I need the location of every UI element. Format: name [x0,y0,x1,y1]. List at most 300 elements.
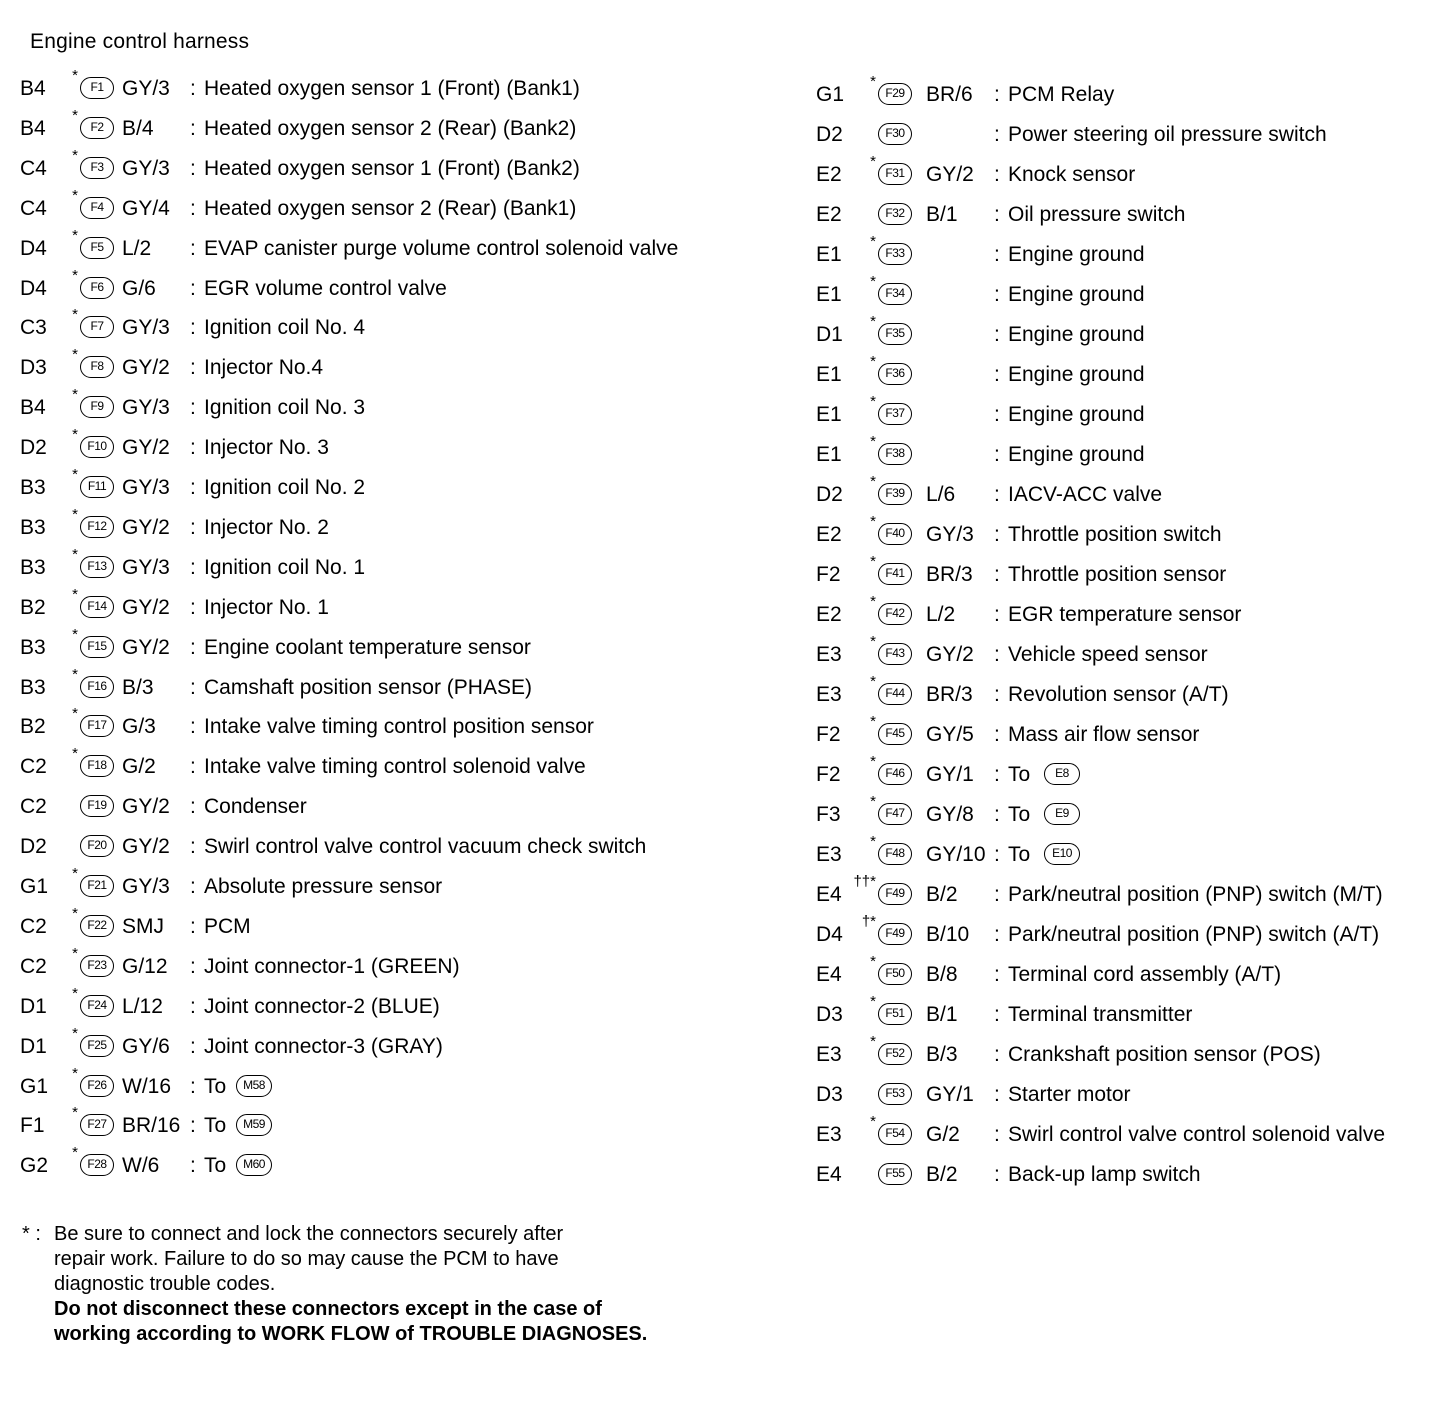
lock-mark: * [72,67,78,84]
grid-reference: G1 [20,1075,49,1098]
lock-mark: * [870,633,876,650]
separator: : [994,723,1000,746]
connector-id-badge: F42 [878,603,912,625]
wire-code: GY/2 [122,596,170,619]
separator: : [994,323,1000,346]
connector-description: Engine ground [1008,443,1145,466]
connector-description: EVAP canister purge volume control solenoid valve [204,237,679,260]
connector-id-badge: F6 [80,277,114,299]
wire-code: GY/3 [926,523,974,546]
separator: : [190,157,196,180]
separator: : [994,763,1000,786]
lock-mark: * [870,553,876,570]
grid-reference: D2 [20,835,47,858]
connector-id-badge: F21 [80,875,114,897]
connector-id-badge: F37 [878,403,912,425]
connector-description: Park/neutral position (PNP) switch (M/T) [1008,883,1383,906]
connector-description: Engine ground [1008,283,1145,306]
connector-id-badge: F30 [878,123,912,145]
separator: : [994,1003,1000,1026]
connector-description: Knock sensor [1008,163,1136,186]
separator: : [994,203,1000,226]
separator: : [190,396,196,419]
lock-mark: * [870,393,876,410]
wire-code: B/10 [926,923,970,946]
connector-description: Joint connector-3 (GRAY) [204,1035,443,1058]
connector-description: Vehicle speed sensor [1008,643,1208,666]
separator: : [994,443,1000,466]
lock-mark: ††* [853,873,876,890]
connector-id-badge: F47 [878,803,912,825]
lock-mark: * [870,513,876,530]
grid-reference: G1 [20,875,49,898]
connector-description: To [204,1154,227,1177]
separator: : [190,356,196,379]
connector-description: Terminal cord assembly (A/T) [1008,963,1282,986]
lock-mark: * [870,153,876,170]
connector-id-badge: F7 [80,316,114,338]
connector-description: Ignition coil No. 2 [204,476,366,499]
connector-id-badge: F44 [878,683,912,705]
lock-mark: * [870,713,876,730]
lock-mark: * [72,705,78,722]
wire-code: B/8 [926,963,958,986]
separator: : [994,603,1000,626]
lock-mark: * [72,546,78,563]
connector-description: Revolution sensor (A/T) [1008,683,1229,706]
wire-code: G/3 [122,715,156,738]
wire-code: GY/2 [122,795,170,818]
destination-connector-badge: M59 [236,1114,272,1136]
wire-code: GY/10 [926,843,986,866]
connector-description: Terminal transmitter [1008,1003,1193,1026]
wire-code: B/4 [122,117,154,140]
wire-code: GY/4 [122,197,170,220]
separator: : [190,476,196,499]
wire-code: GY/3 [122,316,170,339]
separator: : [994,923,1000,946]
grid-reference: B3 [20,476,46,499]
separator: : [190,795,196,818]
separator: : [190,955,196,978]
lock-mark: * [870,313,876,330]
connector-id-badge: F24 [80,995,114,1017]
wire-code: BR/16 [122,1114,181,1137]
connector-description: PCM [204,915,251,938]
connector-id-badge: F4 [80,197,114,219]
connector-id-badge: F55 [878,1163,912,1185]
document-title: Engine control harness [30,30,250,53]
connector-id-badge: F49 [878,883,912,905]
separator: : [994,403,1000,426]
connector-description: Heated oxygen sensor 2 (Rear) (Bank2) [204,117,577,140]
wire-code: GY/1 [926,763,974,786]
grid-reference: E4 [816,963,842,986]
grid-reference: D2 [816,483,843,506]
lock-mark: * [72,945,78,962]
wire-code: G/2 [926,1123,960,1146]
wire-code: B/1 [926,203,958,226]
connector-id-badge: F38 [878,443,912,465]
connector-description: EGR temperature sensor [1008,603,1242,626]
lock-mark: * [870,993,876,1010]
destination-connector-badge: E10 [1044,843,1080,865]
wire-code: L/2 [122,237,152,260]
lock-mark: * [72,426,78,443]
grid-reference: D1 [816,323,843,346]
wire-code: GY/3 [122,396,170,419]
lock-mark: * [870,1113,876,1130]
grid-reference: B2 [20,596,46,619]
connector-id-badge: F14 [80,596,114,618]
grid-reference: D2 [816,123,843,146]
wire-code: GY/1 [926,1083,974,1106]
grid-reference: F1 [20,1114,45,1137]
separator: : [190,755,196,778]
lock-mark: * [870,1033,876,1050]
connector-description: Park/neutral position (PNP) switch (A/T) [1008,923,1380,946]
separator: : [994,963,1000,986]
wire-code: GY/6 [122,1035,170,1058]
grid-reference: D1 [20,995,47,1018]
connector-description: Engine ground [1008,323,1145,346]
lock-mark: * [870,473,876,490]
wire-code: L/2 [926,603,956,626]
separator: : [190,676,196,699]
connector-description: Condenser [204,795,307,818]
wire-code: GY/2 [122,516,170,539]
wire-code: GY/8 [926,803,974,826]
wire-code: GY/3 [122,77,170,100]
grid-reference: D3 [20,356,47,379]
grid-reference: B3 [20,676,46,699]
connector-description: To [204,1075,227,1098]
lock-mark: * [72,1104,78,1121]
connector-description: Camshaft position sensor (PHASE) [204,676,532,699]
wire-code: L/12 [122,995,163,1018]
connector-id-badge: F13 [80,556,114,578]
wire-code: GY/2 [926,163,974,186]
grid-reference: C4 [20,197,47,220]
connector-id-badge: F12 [80,516,114,538]
wire-code: B/1 [926,1003,958,1026]
connector-id-badge: F43 [878,643,912,665]
connector-id-badge: F28 [80,1154,114,1176]
connector-id-badge: F40 [878,523,912,545]
grid-reference: E1 [816,363,842,386]
wire-code: GY/3 [122,157,170,180]
connector-description: Engine ground [1008,243,1145,266]
footnote-line: repair work. Failure to do so may cause the PCM to have [54,1248,559,1270]
wire-code: G/12 [122,955,168,978]
lock-mark: * [72,227,78,244]
connector-description: PCM Relay [1008,83,1115,106]
connector-id-badge: F32 [878,203,912,225]
lock-mark: * [72,586,78,603]
lock-mark: * [72,1144,78,1161]
separator: : [994,483,1000,506]
grid-reference: D4 [20,237,47,260]
connector-id-badge: F5 [80,237,114,259]
grid-reference: F2 [816,723,841,746]
separator: : [190,237,196,260]
connector-description: To [1008,763,1031,786]
connector-id-badge: F39 [878,483,912,505]
connector-id-badge: F49 [878,923,912,945]
connector-description: Heated oxygen sensor 1 (Front) (Bank2) [204,157,580,180]
connector-description: Intake valve timing control solenoid valve [204,755,586,778]
wire-code: W/16 [122,1075,172,1098]
connector-id-badge: F36 [878,363,912,385]
connector-description: Ignition coil No. 3 [204,396,366,419]
lock-mark: * [72,386,78,403]
grid-reference: E2 [816,163,842,186]
grid-reference: F2 [816,763,841,786]
grid-reference: F3 [816,803,841,826]
connector-id-badge: F46 [878,763,912,785]
separator: : [994,803,1000,826]
lock-mark: * [72,666,78,683]
connector-description: Heated oxygen sensor 2 (Rear) (Bank1) [204,197,577,220]
wire-code: G/6 [122,277,156,300]
grid-reference: C2 [20,755,47,778]
grid-reference: E1 [816,443,842,466]
grid-reference: D1 [20,1035,47,1058]
connector-id-badge: F52 [878,1043,912,1065]
wire-code: GY/5 [926,723,974,746]
connector-description: To [1008,843,1031,866]
grid-reference: C2 [20,915,47,938]
separator: : [190,596,196,619]
connector-id-badge: F35 [878,323,912,345]
grid-reference: E4 [816,1163,842,1186]
wire-code: GY/2 [926,643,974,666]
grid-reference: C3 [20,316,47,339]
separator: : [994,1043,1000,1066]
wire-code: GY/3 [122,875,170,898]
destination-connector-badge: E9 [1044,803,1080,825]
connector-description: Injector No.4 [204,356,324,379]
connector-id-badge: F2 [80,117,114,139]
connector-id-badge: F33 [878,243,912,265]
separator: : [190,1114,196,1137]
lock-mark: †* [861,913,876,930]
separator: : [190,556,196,579]
grid-reference: B3 [20,556,46,579]
grid-reference: B4 [20,117,46,140]
connector-id-badge: F53 [878,1083,912,1105]
connector-description: To [204,1114,227,1137]
connector-description: Oil pressure switch [1008,203,1186,226]
connector-description: Joint connector-2 (BLUE) [204,995,440,1018]
connector-id-badge: F15 [80,636,114,658]
grid-reference: E1 [816,283,842,306]
grid-reference: B2 [20,715,46,738]
lock-mark: * [870,273,876,290]
grid-reference: G1 [816,83,845,106]
footnote-marker: * : [22,1223,41,1245]
lock-mark: * [72,1065,78,1082]
separator: : [994,523,1000,546]
connector-id-badge: F48 [878,843,912,865]
footnote-line: diagnostic trouble codes. [54,1273,276,1295]
wire-code: B/3 [926,1043,958,1066]
lock-mark: * [870,353,876,370]
grid-reference: E3 [816,1123,842,1146]
connector-id-badge: F3 [80,157,114,179]
lock-mark: * [72,187,78,204]
separator: : [994,283,1000,306]
wire-code: W/6 [122,1154,160,1177]
lock-mark: * [72,506,78,523]
grid-reference: E1 [816,243,842,266]
lock-mark: * [72,267,78,284]
lock-mark: * [72,107,78,124]
connector-description: Injector No. 3 [204,436,329,459]
grid-reference: E1 [816,403,842,426]
separator: : [190,835,196,858]
separator: : [190,915,196,938]
grid-reference: E4 [816,883,842,906]
separator: : [994,843,1000,866]
connector-id-badge: F11 [80,476,114,498]
footnote-warning-line: working according to WORK FLOW of TROUBLE DIAGNOSES. [54,1323,648,1345]
connector-id-badge: F1 [80,77,114,99]
connector-id-badge: F50 [878,963,912,985]
wire-code: GY/2 [122,356,170,379]
connector-description: Back-up lamp switch [1008,1163,1201,1186]
grid-reference: C2 [20,795,47,818]
separator: : [190,1075,196,1098]
wire-code: B/2 [926,1163,958,1186]
separator: : [190,715,196,738]
connector-id-badge: F20 [80,835,114,857]
connector-id-badge: F19 [80,795,114,817]
separator: : [190,1035,196,1058]
grid-reference: D4 [816,923,843,946]
connector-description: Starter motor [1008,1083,1131,1106]
connector-description: Throttle position sensor [1008,563,1227,586]
connector-description: Injector No. 1 [204,596,329,619]
wire-code: B/2 [926,883,958,906]
separator: : [190,117,196,140]
destination-connector-badge: M60 [236,1154,272,1176]
lock-mark: * [72,985,78,1002]
lock-mark: * [72,147,78,164]
connector-description: Crankshaft position sensor (POS) [1008,1043,1321,1066]
grid-reference: D3 [816,1003,843,1026]
wire-code: GY/3 [122,556,170,579]
separator: : [994,123,1000,146]
connector-id-badge: F34 [878,283,912,305]
connector-description: EGR volume control valve [204,277,447,300]
grid-reference: C2 [20,955,47,978]
lock-mark: * [870,593,876,610]
separator: : [994,1163,1000,1186]
lock-mark: * [870,833,876,850]
separator: : [190,197,196,220]
wire-code: B/3 [122,676,154,699]
connector-description: Throttle position switch [1008,523,1222,546]
connector-description: Heated oxygen sensor 1 (Front) (Bank1) [204,77,580,100]
lock-mark: * [870,673,876,690]
lock-mark: * [870,73,876,90]
grid-reference: G2 [20,1154,49,1177]
connector-id-badge: F9 [80,396,114,418]
connector-description: Mass air flow sensor [1008,723,1200,746]
separator: : [190,995,196,1018]
grid-reference: E3 [816,683,842,706]
grid-reference: B4 [20,77,46,100]
connector-description: Joint connector-1 (GREEN) [204,955,460,978]
connector-id-badge: F10 [80,436,114,458]
connector-description: IACV-ACC valve [1008,483,1163,506]
grid-reference: B3 [20,636,46,659]
lock-mark: * [870,953,876,970]
lock-mark: * [870,793,876,810]
connector-description: Engine coolant temperature sensor [204,636,531,659]
separator: : [994,163,1000,186]
grid-reference: F2 [816,563,841,586]
separator: : [190,516,196,539]
separator: : [190,316,196,339]
connector-description: Power steering oil pressure switch [1008,123,1327,146]
connector-id-badge: F17 [80,715,114,737]
lock-mark: * [870,433,876,450]
lock-mark: * [72,466,78,483]
wire-code: GY/2 [122,636,170,659]
connector-id-badge: F18 [80,755,114,777]
grid-reference: B4 [20,396,46,419]
wire-code: G/2 [122,755,156,778]
connector-id-badge: F25 [80,1035,114,1057]
wire-code: SMJ [122,915,164,938]
lock-mark: * [72,1025,78,1042]
grid-reference: D2 [20,436,47,459]
grid-reference: E3 [816,1043,842,1066]
connector-id-badge: F31 [878,163,912,185]
separator: : [190,77,196,100]
separator: : [994,363,1000,386]
grid-reference: E3 [816,643,842,666]
separator: : [190,277,196,300]
connector-description: Intake valve timing control position sensor [204,715,594,738]
connector-description: Ignition coil No. 4 [204,316,366,339]
separator: : [994,883,1000,906]
separator: : [190,636,196,659]
connector-id-badge: F29 [878,83,912,105]
lock-mark: * [72,905,78,922]
separator: : [994,83,1000,106]
grid-reference: E3 [816,843,842,866]
grid-reference: D4 [20,277,47,300]
connector-description: Absolute pressure sensor [204,875,443,898]
separator: : [190,875,196,898]
grid-reference: E2 [816,203,842,226]
connector-description: Ignition coil No. 1 [204,556,366,579]
connector-id-badge: F26 [80,1075,114,1097]
destination-connector-badge: M58 [236,1075,272,1097]
connector-description: Swirl control valve control vacuum check switch [204,835,647,858]
wire-code: GY/3 [122,476,170,499]
grid-reference: D3 [816,1083,843,1106]
lock-mark: * [870,753,876,770]
lock-mark: * [72,745,78,762]
lock-mark: * [870,233,876,250]
connector-id-badge: F54 [878,1123,912,1145]
wire-code: GY/2 [122,436,170,459]
wire-code: L/6 [926,483,956,506]
